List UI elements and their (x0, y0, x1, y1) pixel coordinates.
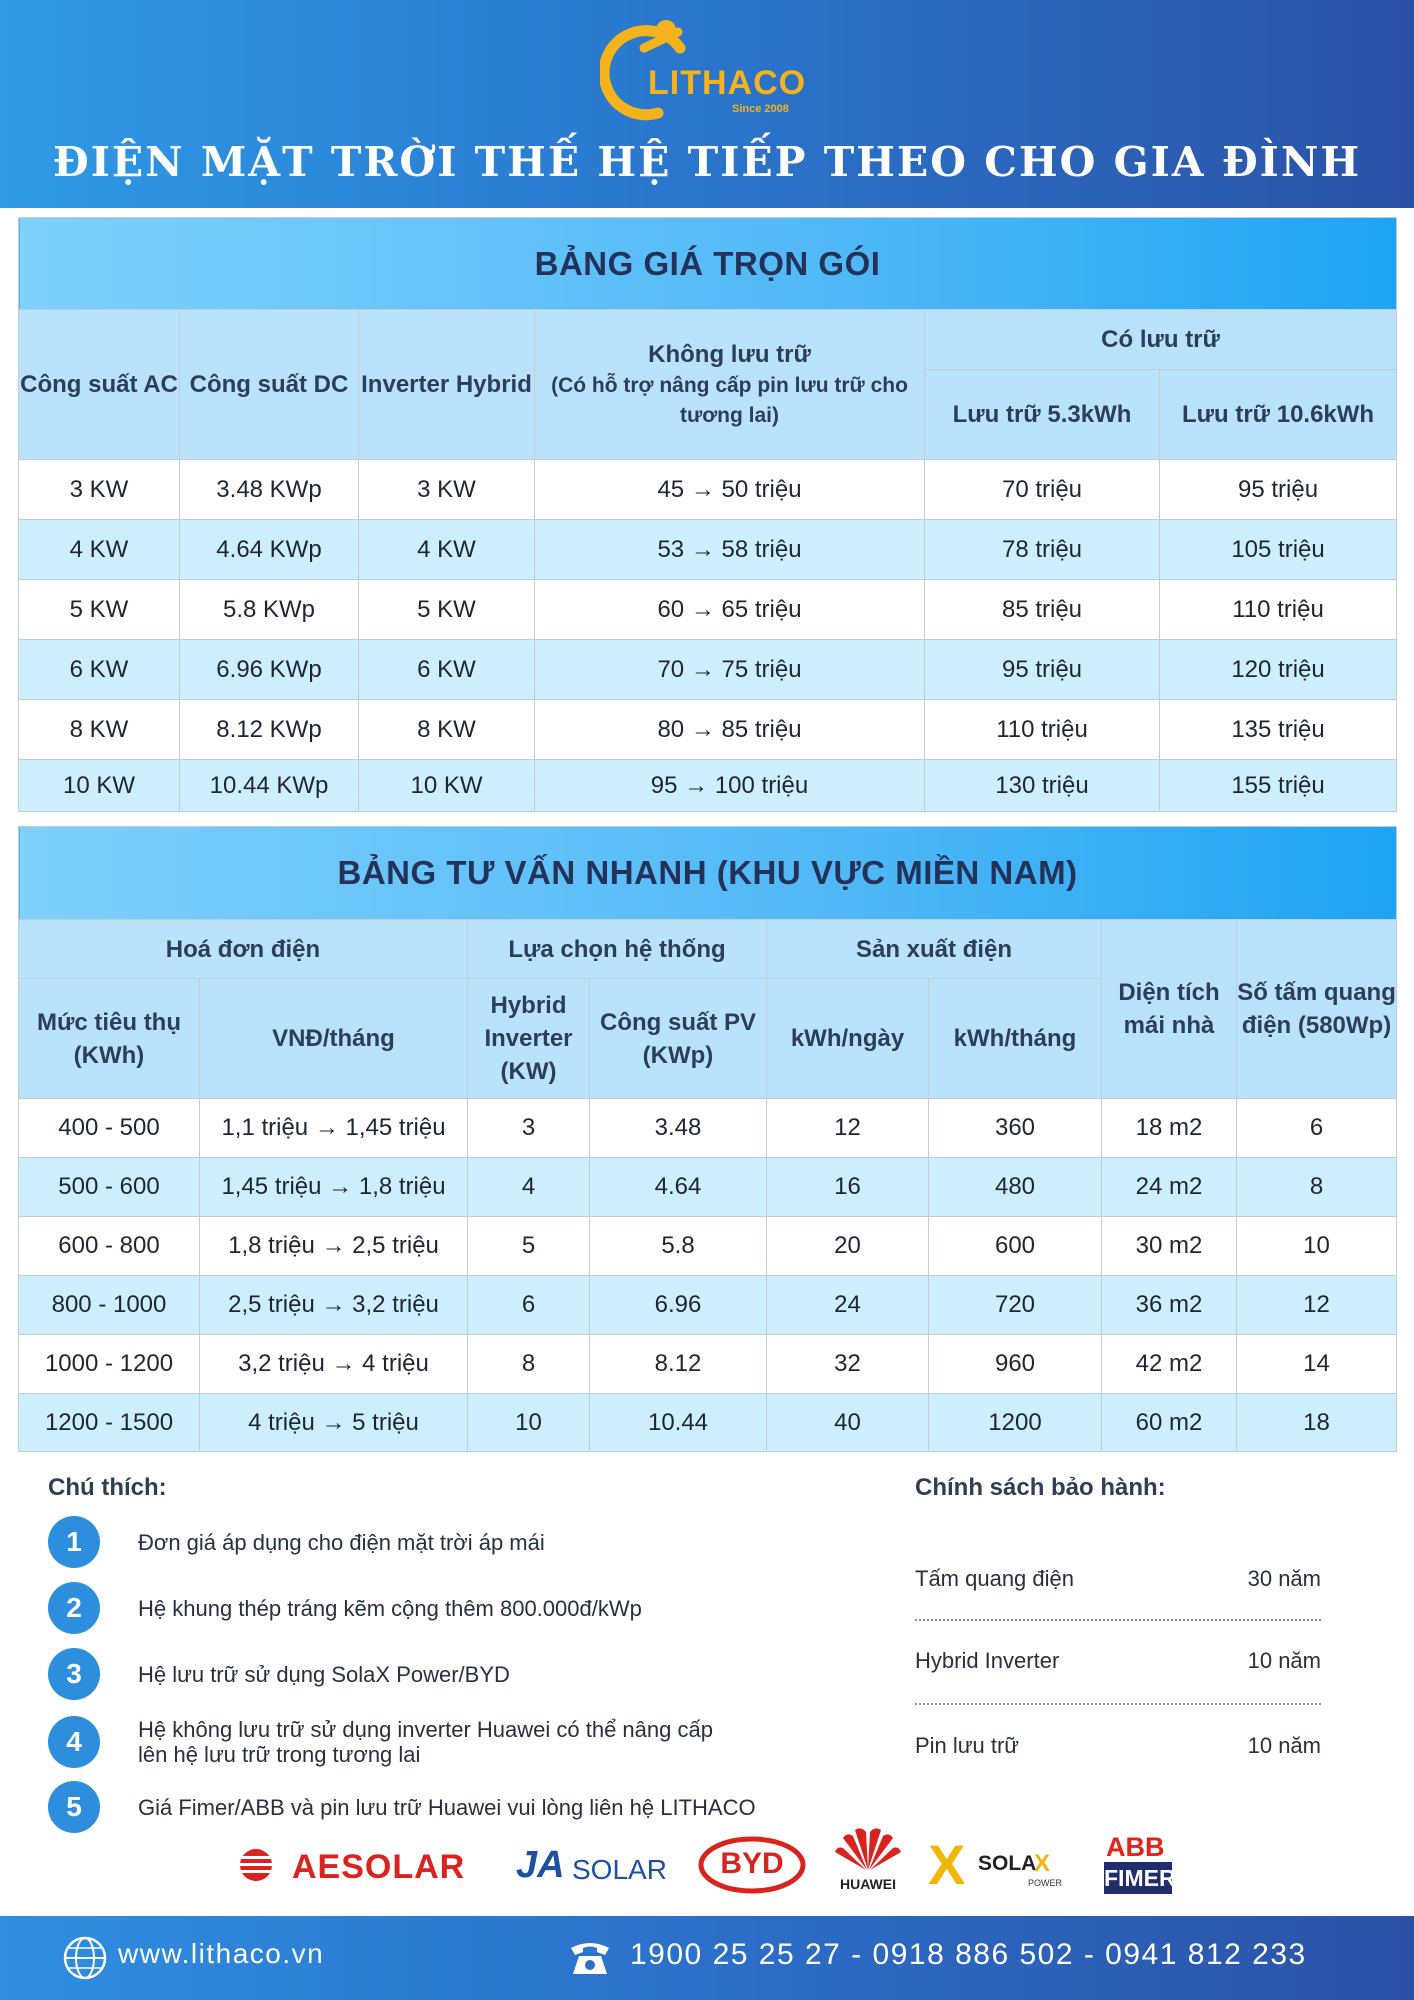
advice-cell: 6 (1237, 1099, 1397, 1158)
header-bill: Hoá đơn điện (19, 920, 468, 979)
warranty-row (915, 1640, 1321, 1680)
price-cell: 6 KW (19, 640, 180, 700)
price-cell: 10 KW (359, 760, 535, 812)
note-text: Hệ khung thép tráng kẽm cộng thêm 800.000đ/kWp (138, 1595, 642, 1621)
advice-cell: 1200 - 1500 (19, 1394, 200, 1452)
advice-cell: 5.8 (590, 1217, 767, 1276)
price-cell: 95 triệu (1160, 460, 1397, 520)
advice-cell: 16 (767, 1158, 929, 1217)
phone-icon (567, 1938, 613, 1978)
advice-cell: 3,2 triệu → 4 triệu (200, 1335, 468, 1394)
advice-cell: 60 m2 (1102, 1394, 1237, 1452)
price-cell: 95 → 100 triệu (535, 760, 925, 812)
huawei-name: HUAWEI (840, 1876, 896, 1892)
warranty-label: Hybrid Inverter (915, 1648, 1060, 1673)
brand-aesolar (238, 1830, 488, 1900)
price-cell: 155 triệu (1160, 760, 1397, 812)
note-number: 1 (48, 1516, 100, 1568)
advice-cell: 18 m2 (1102, 1099, 1237, 1158)
advice-cell: 8 (468, 1335, 590, 1394)
advice-cell: 42 m2 (1102, 1335, 1237, 1394)
note-number: 5 (48, 1781, 100, 1833)
price-cell: 4 KW (19, 520, 180, 580)
advice-cell: 20 (767, 1217, 929, 1276)
solax-x-small: X (1034, 1850, 1051, 1877)
advice-cell: 36 m2 (1102, 1276, 1237, 1335)
header-no-storage (535, 310, 925, 460)
warranty-row (915, 1558, 1321, 1598)
advice-cell: 360 (929, 1099, 1102, 1158)
globe-icon (62, 1935, 108, 1981)
price-row (19, 640, 1397, 700)
advice-cell: 4.64 (590, 1158, 767, 1217)
advice-cell: 3.48 (590, 1099, 767, 1158)
advice-cell: 8 (1237, 1158, 1397, 1217)
note-number: 4 (48, 1716, 100, 1768)
price-row (19, 460, 1397, 520)
fimer-name: FIMER (1104, 1862, 1172, 1894)
header-pv: Công suất PV (KWp) (590, 979, 767, 1099)
note-number: 3 (48, 1648, 100, 1700)
price-cell: 3 KW (359, 460, 535, 520)
advice-row (19, 1217, 1397, 1276)
price-cell: 8.12 KWp (180, 700, 359, 760)
note-item (48, 1582, 898, 1638)
price-cell: 110 triệu (925, 700, 1160, 760)
page-title: ĐIỆN MẶT TRỜI THẾ HỆ TIẾP THEO CHO GIA ĐÌNH (52, 138, 1362, 186)
advice-cell: 24 (767, 1276, 929, 1335)
advice-cell: 6 (468, 1276, 590, 1335)
header-inverter: Inverter Hybrid (359, 310, 535, 460)
advice-cell: 8.12 (590, 1335, 767, 1394)
price-table (18, 217, 1396, 812)
price-row (19, 520, 1397, 580)
price-cell: 60 → 65 triệu (535, 580, 925, 640)
website-link[interactable]: www.lithaco.vn (118, 1938, 325, 1969)
price-cell: 4 KW (359, 520, 535, 580)
header-roof: Diện tích mái nhà (1102, 920, 1237, 1099)
lithaco-logo[interactable] (600, 18, 820, 123)
header-kwh-day: kWh/ngày (767, 979, 929, 1099)
warranty-label: Pin lưu trữ (915, 1733, 1020, 1758)
advice-cell: 720 (929, 1276, 1102, 1335)
price-cell: 45 → 50 triệu (535, 460, 925, 520)
price-cell: 10.44 KWp (180, 760, 359, 812)
solax-power: POWER (1028, 1878, 1063, 1888)
header-system: Lựa chọn hệ thống (468, 920, 767, 979)
warranty-label: Tấm quang điện (915, 1566, 1074, 1591)
header-ac: Công suất AC (19, 310, 180, 460)
advice-cell: 1200 (929, 1394, 1102, 1452)
note-item (48, 1716, 898, 1772)
price-cell: 5 KW (19, 580, 180, 640)
huawei-logo-icon (833, 1824, 903, 1872)
price-cell: 110 triệu (1160, 580, 1397, 640)
advice-cell: 4 (468, 1158, 590, 1217)
advice-cell: 960 (929, 1335, 1102, 1394)
advice-table-title: BẢNG TƯ VẤN NHANH (KHU VỰC MIỀN NAM) (19, 827, 1397, 920)
warranty-row (915, 1725, 1321, 1765)
price-cell: 3.48 KWp (180, 460, 359, 520)
brand-abb-fimer (1102, 1830, 1174, 1900)
note-item (48, 1648, 898, 1704)
price-row (19, 580, 1397, 640)
advice-cell: 14 (1237, 1335, 1397, 1394)
price-cell: 6 KW (359, 640, 535, 700)
header-no-storage-line2: (Có hỗ trợ nâng cấp pin lưu trữ cho tương lai) (551, 374, 908, 427)
header-vnd: VNĐ/tháng (200, 979, 468, 1099)
price-row (19, 700, 1397, 760)
price-table-title: BẢNG GIÁ TRỌN GÓI (19, 218, 1397, 310)
header-no-storage-line1: Không lưu trữ (648, 341, 811, 368)
price-cell: 80 → 85 triệu (535, 700, 925, 760)
note-text: Đơn giá áp dụng cho điện mặt trời áp mái (138, 1529, 545, 1555)
advice-cell: 5 (468, 1217, 590, 1276)
price-cell: 5.8 KWp (180, 580, 359, 640)
price-cell: 5 KW (359, 580, 535, 640)
warranty-value: 10 năm (1247, 1733, 1321, 1758)
header-consumption: Mức tiêu thụ (KWh) (19, 979, 200, 1099)
note-text: Giá Fimer/ABB và pin lưu trữ Huawei vui lòng liên hệ LITHACO (138, 1794, 756, 1820)
warranty-value: 10 năm (1247, 1648, 1321, 1673)
advice-cell: 1000 - 1200 (19, 1335, 200, 1394)
aesolar-icon (238, 1848, 274, 1882)
advice-row (19, 1099, 1397, 1158)
header-kwh-month: kWh/tháng (929, 979, 1102, 1099)
advice-cell: 1,8 triệu → 2,5 triệu (200, 1217, 468, 1276)
brand-huawei (828, 1830, 908, 1900)
advice-cell: 12 (1237, 1276, 1397, 1335)
advice-cell: 800 - 1000 (19, 1276, 200, 1335)
advice-table (18, 826, 1396, 1452)
price-cell: 78 triệu (925, 520, 1160, 580)
price-cell: 120 triệu (1160, 640, 1397, 700)
notes-title: Chú thích: (48, 1474, 167, 1501)
solax-x-mark: X (928, 1833, 966, 1896)
ja-name: JA (516, 1844, 565, 1886)
aesolar-name: AESOLAR (292, 1848, 466, 1886)
brand-ja-solar (516, 1830, 676, 1900)
advice-cell: 10 (468, 1394, 590, 1452)
price-cell: 135 triệu (1160, 700, 1397, 760)
price-row (19, 760, 1397, 812)
price-cell: 6.96 KWp (180, 640, 359, 700)
advice-row (19, 1158, 1397, 1217)
warranty-title: Chính sách bảo hành: (915, 1474, 1166, 1501)
price-cell: 70 → 75 triệu (535, 640, 925, 700)
advice-row (19, 1335, 1397, 1394)
advice-cell: 1,45 triệu → 1,8 triệu (200, 1158, 468, 1217)
page-header (0, 0, 1414, 208)
logo-since: Since 2008 (732, 103, 789, 115)
logo-name: LITHACO (648, 64, 807, 102)
header-hybrid: Hybrid Inverter (KW) (468, 979, 590, 1099)
note-text: Hệ lưu trữ sử dụng SolaX Power/BYD (138, 1661, 510, 1687)
advice-row (19, 1394, 1397, 1452)
price-cell: 95 triệu (925, 640, 1160, 700)
price-cell: 3 KW (19, 460, 180, 520)
advice-cell: 6.96 (590, 1276, 767, 1335)
header-storage-5: Lưu trữ 5.3kWh (925, 370, 1160, 460)
divider (915, 1619, 1321, 1621)
byd-name: BYD (720, 1847, 784, 1880)
advice-cell: 12 (767, 1099, 929, 1158)
note-item (48, 1781, 898, 1837)
brand-solax (928, 1830, 1078, 1900)
page-footer (0, 1916, 1414, 2000)
advice-cell: 480 (929, 1158, 1102, 1217)
advice-cell: 24 m2 (1102, 1158, 1237, 1217)
advice-cell: 10 (1237, 1217, 1397, 1276)
price-cell: 130 triệu (925, 760, 1160, 812)
note-number: 2 (48, 1582, 100, 1634)
header-storage: Có lưu trữ (925, 310, 1397, 370)
advice-cell: 1,1 triệu → 1,45 triệu (200, 1099, 468, 1158)
advice-cell: 600 - 800 (19, 1217, 200, 1276)
header-dc: Công suất DC (180, 310, 359, 460)
advice-cell: 500 - 600 (19, 1158, 200, 1217)
advice-cell: 3 (468, 1099, 590, 1158)
advice-row (19, 1276, 1397, 1335)
price-cell: 70 triệu (925, 460, 1160, 520)
price-cell: 10 KW (19, 760, 180, 812)
advice-cell: 400 - 500 (19, 1099, 200, 1158)
price-cell: 8 KW (359, 700, 535, 760)
advice-cell: 10.44 (590, 1394, 767, 1452)
abb-name: ABB (1106, 1832, 1165, 1862)
phone-numbers[interactable]: 1900 25 25 27 - 0918 886 502 - 0941 812 233 (630, 1938, 1307, 1971)
price-cell: 8 KW (19, 700, 180, 760)
advice-cell: 600 (929, 1217, 1102, 1276)
price-cell: 105 triệu (1160, 520, 1397, 580)
advice-cell: 2,5 triệu → 3,2 triệu (200, 1276, 468, 1335)
header-production: Sản xuất điện (767, 920, 1102, 979)
advice-cell: 30 m2 (1102, 1217, 1237, 1276)
price-cell: 53 → 58 triệu (535, 520, 925, 580)
note-text: Hệ không lưu trữ sử dụng inverter Huawei có thể nâng cấp lên hệ lưu trữ trong tương lai (138, 1717, 713, 1767)
note-item (48, 1516, 898, 1572)
brand-byd (698, 1830, 808, 1900)
advice-cell: 32 (767, 1335, 929, 1394)
ja-solar-name: SOLAR (572, 1854, 667, 1885)
price-cell: 4.64 KWp (180, 520, 359, 580)
advice-cell: 40 (767, 1394, 929, 1452)
advice-cell: 4 triệu → 5 triệu (200, 1394, 468, 1452)
header-storage-10: Lưu trữ 10.6kWh (1160, 370, 1397, 460)
price-cell: 85 triệu (925, 580, 1160, 640)
header-panels: Số tấm quang điện (580Wp) (1237, 920, 1397, 1099)
solax-name: SOLA (978, 1852, 1037, 1875)
warranty-value: 30 năm (1247, 1566, 1321, 1591)
divider (915, 1703, 1321, 1705)
advice-cell: 18 (1237, 1394, 1397, 1452)
